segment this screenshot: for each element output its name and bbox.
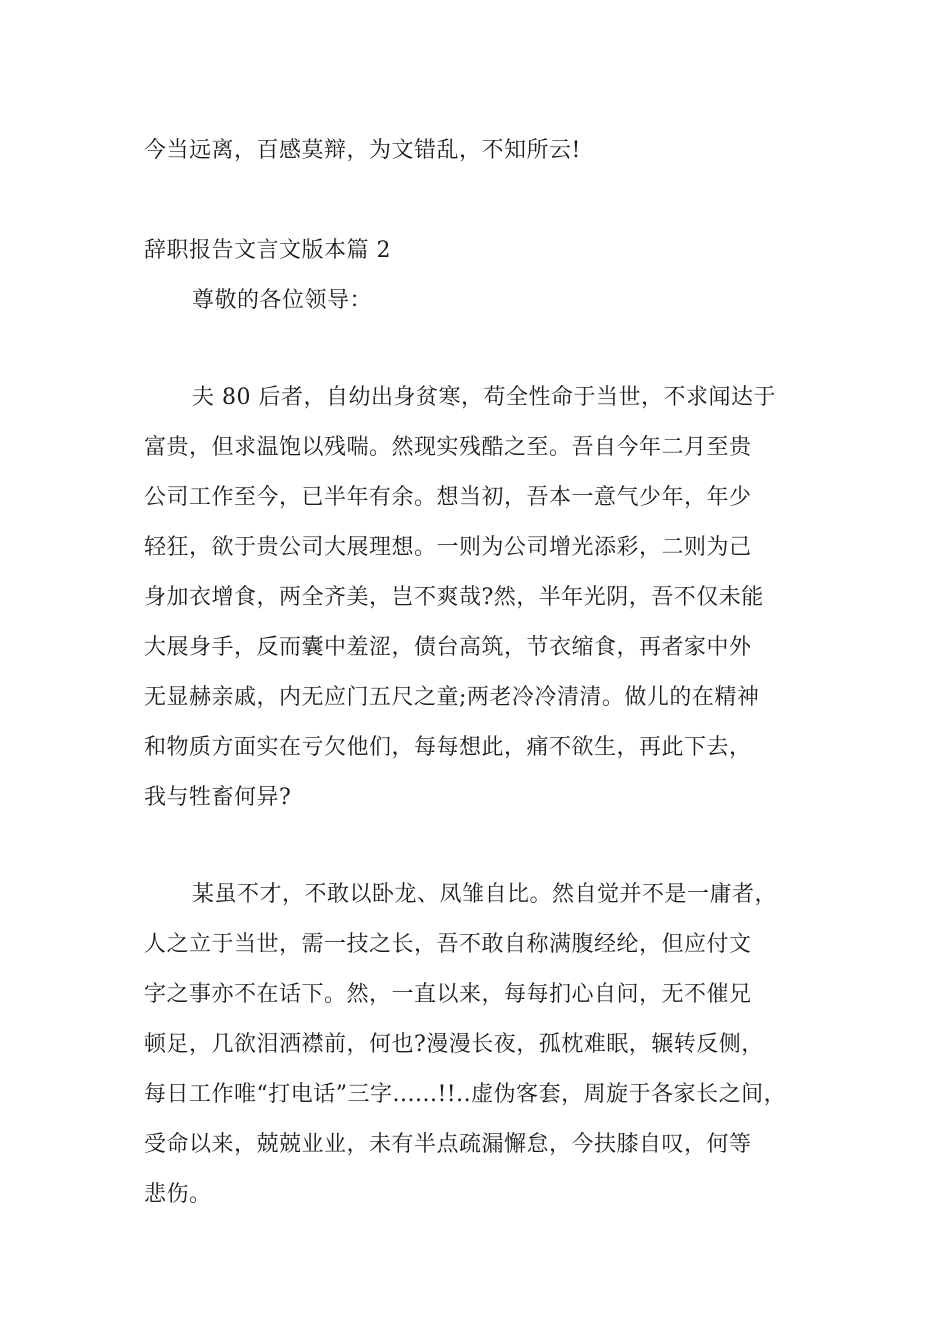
- salutation: 尊敬的各位领导：: [192, 288, 373, 313]
- paragraph-line: 夫 80 后者，自幼出身贫寒，苟全性命于当世，不求闻达于: [192, 385, 776, 410]
- paragraph-line: 富贵，但求温饱以残喘。然现实残酷之至。吾自今年二月至贵: [144, 435, 752, 460]
- paragraph-line: 某虽不才，不敢以卧龙、凤雏自比。然自觉并不是一庸者，: [192, 882, 778, 907]
- section-heading: 辞职报告文言文版本篇 2: [144, 238, 391, 263]
- paragraph-line: 大展身手，反而囊中羞涩，债台高筑，节衣缩食，再者家中外: [144, 635, 752, 660]
- paragraph-line: 和物质方面实在亏欠他们，每每想此，痛不欲生，再此下去，: [144, 735, 752, 760]
- paragraph-line: 身加衣增食，两全齐美，岂不爽哉?然，半年光阴，吾不仅未能: [144, 585, 764, 610]
- paragraph-line: 顿足，几欲泪洒襟前，何也?漫漫长夜，孤枕难眠，辗转反侧，: [144, 1032, 764, 1057]
- paragraph-line: 悲伤。: [144, 1182, 212, 1207]
- paragraph-line: 我与牲畜何异?: [144, 785, 292, 810]
- closing-line: 今当远离，百感莫辩，为文错乱，不知所云!: [144, 138, 581, 163]
- paragraph-line: 每日工作唯“打电话”三字......!!..虚伪客套，周旋于各家长之间，: [144, 1082, 787, 1107]
- paragraph-line: 字之事亦不在话下。然，一直以来，每每扪心自问，无不催兄: [144, 982, 752, 1007]
- paragraph-line: 轻狂，欲于贵公司大展理想。一则为公司增光添彩，二则为己: [144, 535, 752, 560]
- paragraph-line: 公司工作至今，已半年有余。想当初，吾本一意气少年，年少: [144, 485, 752, 510]
- paragraph-line: 受命以来，兢兢业业，未有半点疏漏懈怠，今扶膝自叹，何等: [144, 1132, 752, 1157]
- paragraph-line: 人之立于当世，需一技之长，吾不敢自称满腹经纶，但应付文: [144, 932, 752, 957]
- paragraph-line: 无显赫亲戚，内无应门五尺之童;两老冷冷清清。做儿的在精神: [144, 685, 760, 710]
